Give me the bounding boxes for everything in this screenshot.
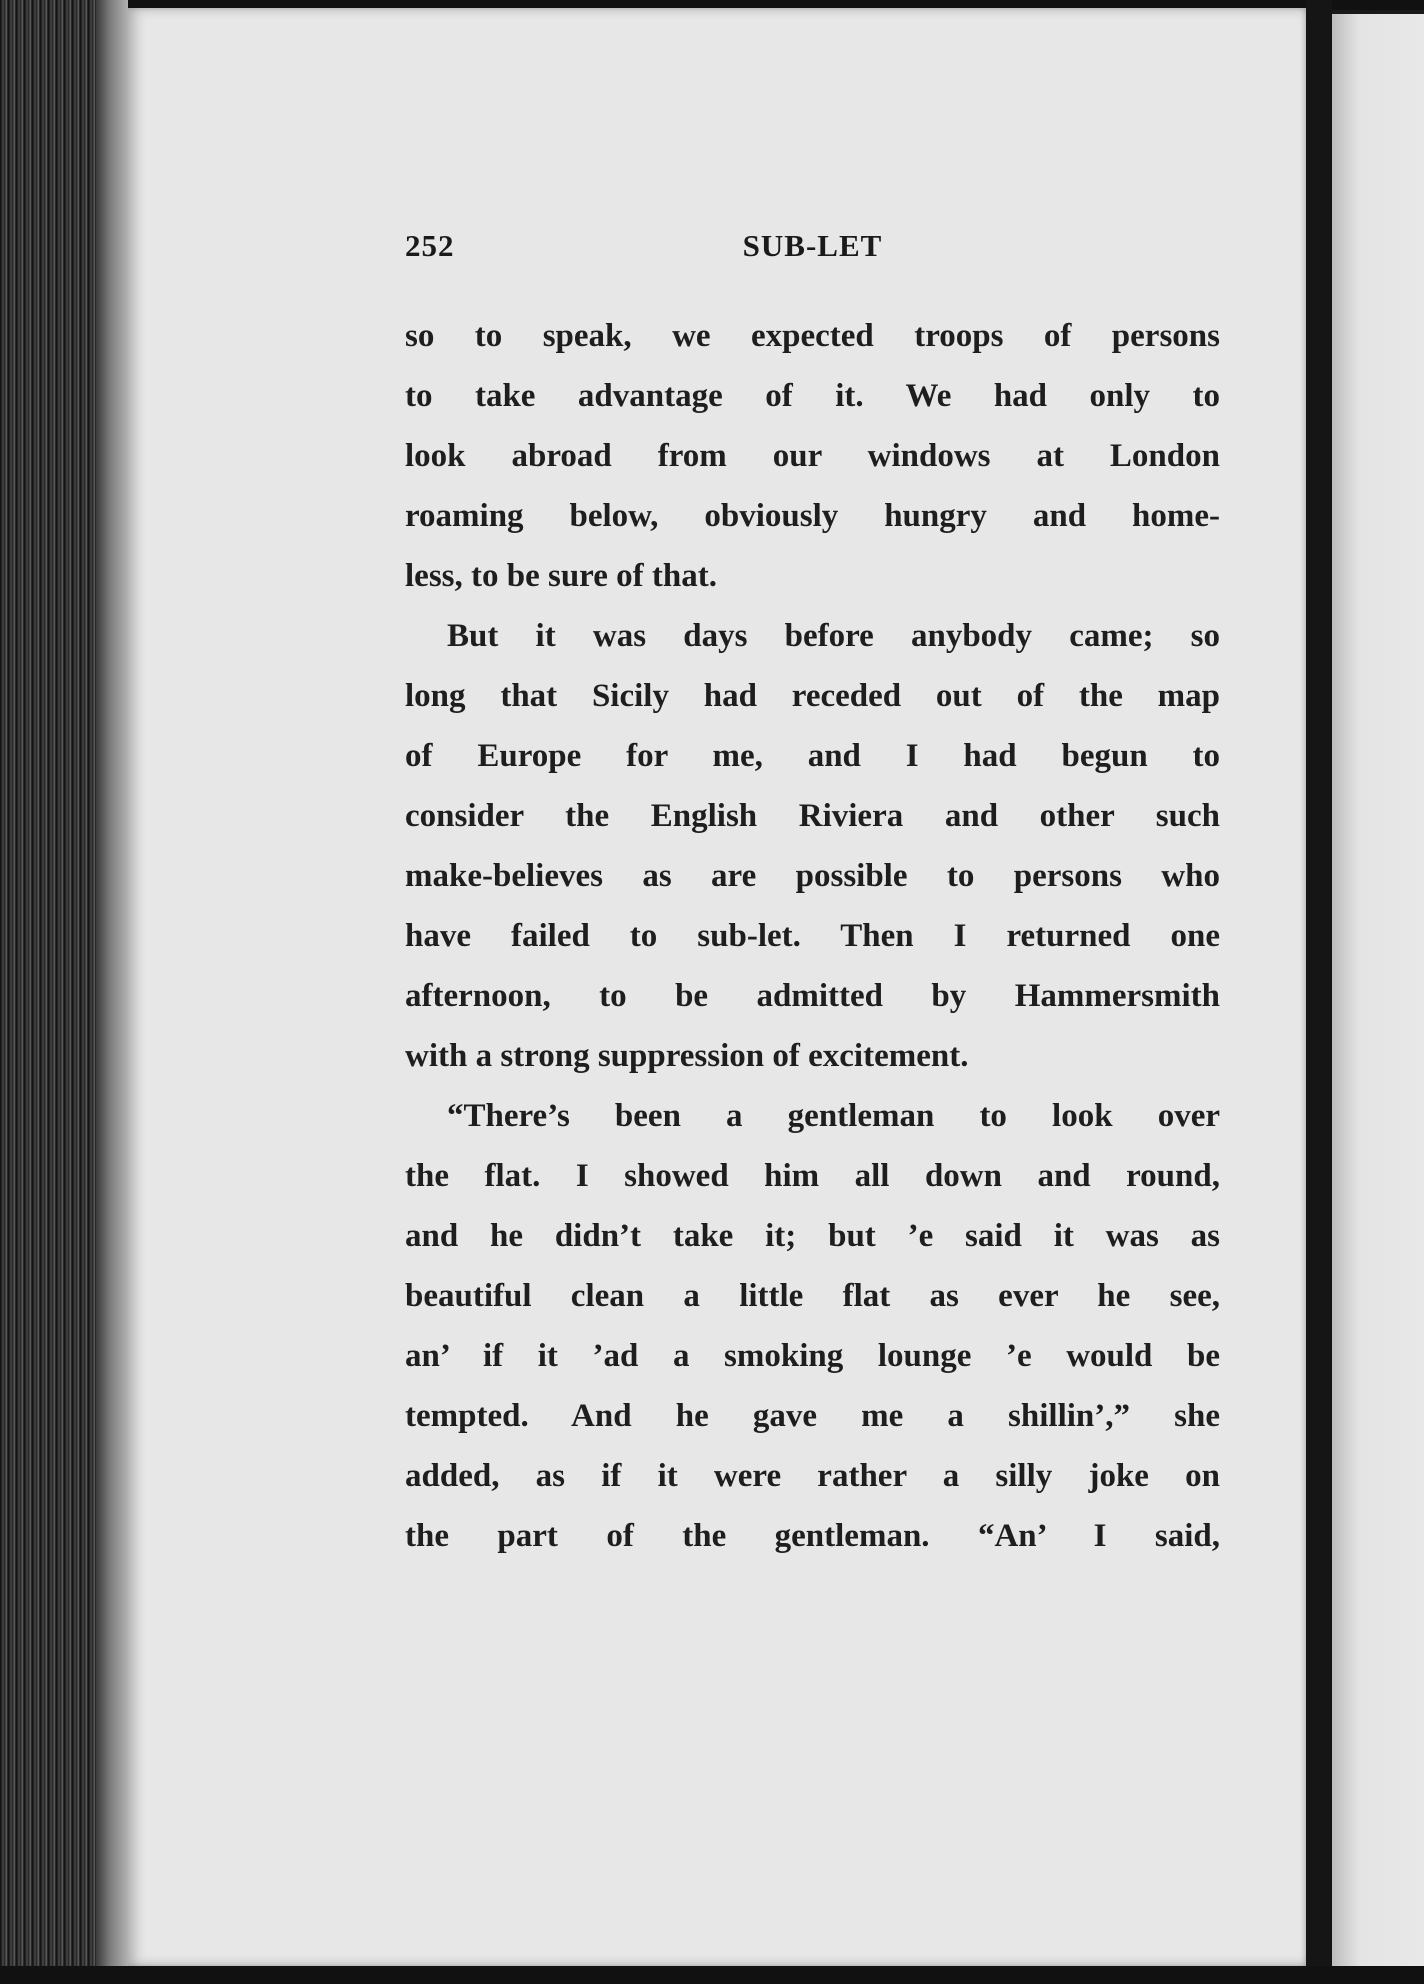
book-page-edges-highlight (96, 0, 130, 1984)
text-line: consider the English Riviera and other such (405, 798, 1220, 834)
text-line: have failed to sub-let. Then I returned one (405, 918, 1220, 954)
page-header (405, 228, 1220, 272)
facing-page-edge (1332, 14, 1424, 1966)
text-line: added, as if it were rather a silly joke on (405, 1458, 1220, 1494)
text-line: and he didn’t take it; but ’e said it was as (405, 1218, 1220, 1254)
text-line: so to speak, we expected troops of persons (405, 318, 1220, 354)
text-line: less, to be sure of that. (405, 558, 717, 594)
scan-bottom-border (0, 1966, 1424, 1984)
text-line: with a strong suppression of excitement. (405, 1038, 969, 1074)
text-line: make-believes as are possible to persons who (405, 858, 1220, 894)
text-line: roaming below, obviously hungry and home- (405, 498, 1220, 534)
text-line: tempted. And he gave me a shillin’,” she (405, 1398, 1220, 1434)
text-line: an’ if it ’ad a smoking lounge ’e would be (405, 1338, 1220, 1374)
text-line: the flat. I showed him all down and round, (405, 1158, 1220, 1194)
page-number: 252 (405, 228, 455, 263)
running-title: SUB-LET (742, 228, 883, 263)
text-line: look abroad from our windows at London (405, 438, 1220, 474)
book-gutter (1306, 0, 1332, 1984)
text-line: But it was days before anybody came; so (447, 618, 1220, 654)
body-text (405, 306, 1220, 1566)
text-line: of Europe for me, and I had begun to (405, 738, 1220, 774)
text-line: afternoon, to be admitted by Hammersmith (405, 978, 1220, 1014)
text-line: to take advantage of it. We had only to (405, 378, 1220, 414)
text-line: beautiful clean a little flat as ever he see, (405, 1278, 1220, 1314)
text-line: “There’s been a gentleman to look over (447, 1098, 1220, 1134)
text-line: the part of the gentleman. “An’ I said, (405, 1518, 1220, 1554)
text-line: long that Sicily had receded out of the map (405, 678, 1220, 714)
